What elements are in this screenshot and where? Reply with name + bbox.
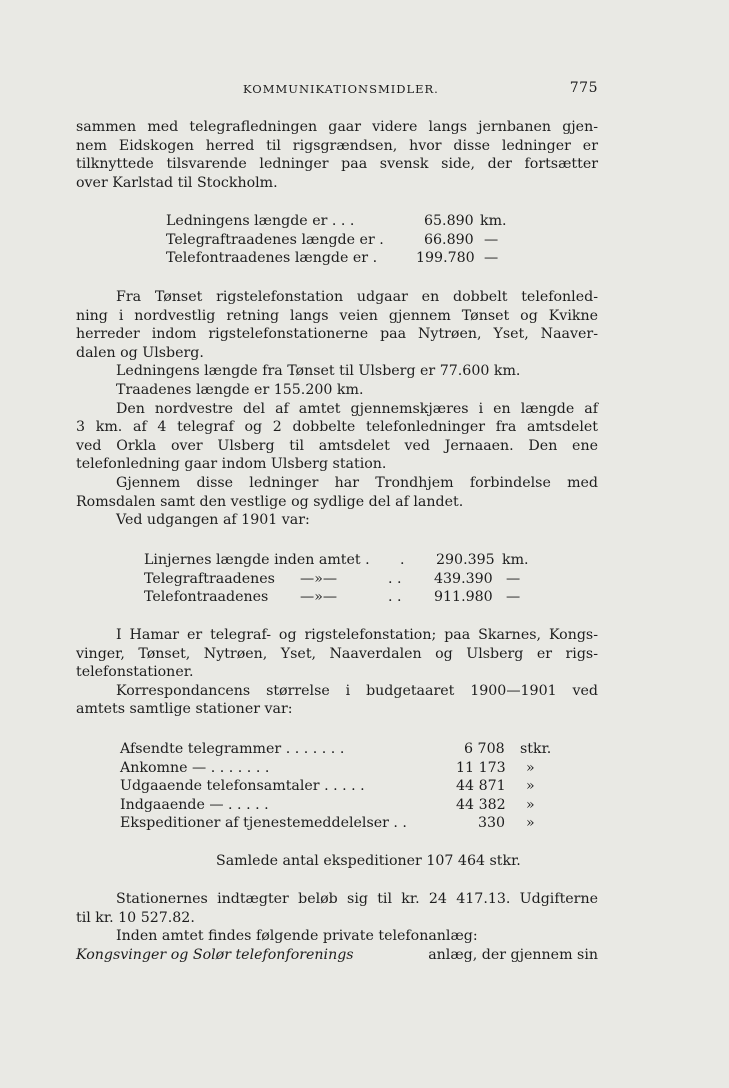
row-label: Ekspeditioner af tjenestemeddelelser . . [120,815,407,832]
text-line: Inden amtet findes følgende private telefonanlæg: [116,928,478,945]
row-unit: » [526,796,535,813]
text-line-last [76,946,598,965]
table-row [120,759,560,778]
text-line: Ved udgangen af 1901 var: [116,512,310,529]
line-length-table [166,212,526,268]
row-label: Telefontraadenes længde er . [166,250,378,267]
row-ditto: —»— [300,589,338,606]
row-value: 44 382 [456,796,506,813]
total-row [216,852,576,871]
text-line: ning i nordvestlig retning langs veien gjennem Tønset og Kvikne [76,307,598,324]
table-row [144,551,544,570]
text-line: 3 km. af 4 telegraf og 2 dobbelte telefonledninger fra amtsdelet [76,419,598,436]
row-value: 439.390 [434,570,493,587]
table-row [120,814,560,833]
paragraph-2 [76,288,598,530]
row-value: 330 [478,815,506,832]
text-line: Romsdalen samt den vestlige og sydlige del af landet. [76,493,464,510]
row-label: Ankomne — . . . . . . . [120,759,270,776]
table-row [166,231,526,250]
row-label: Udgaaende telefonsamtaler . . . . . [120,778,365,795]
row-unit: » [526,778,535,795]
text-line: vinger, Tønset, Nytrøen, Yset, Naaverdalen og Ulsberg er rigs- [76,645,598,662]
row-value: 199.780 [416,250,475,267]
row-value: 44 871 [456,778,506,795]
correspondence-table [120,740,560,833]
lines-1901-table [144,551,544,607]
text-line: over Karlstad til Stockholm. [76,174,278,191]
row-dots: . [400,552,405,568]
table-row [144,570,544,589]
row-unit: » [526,815,535,832]
table-row [120,777,560,796]
total-text: Samlede antal ekspeditioner 107 464 stkr. [216,853,521,869]
row-value: 911.980 [434,589,493,606]
row-unit: — [484,250,499,267]
text-line: tilknyttede tilsvarende ledninger paa svensk side, der fortsætter [76,156,598,173]
row-value: 290.395 [436,552,495,568]
table-row [120,796,560,815]
text-line: Stationernes indtægter beløb sig til kr. 24 417.13. Udgifterne [116,891,598,907]
row-label: Afsendte telegrammer . . . . . . . [120,741,345,757]
text-line: Korrespondancens størrelse i budgetaaret 1900—1901 ved [116,682,598,699]
text-line: Gjennem disse ledninger har Trondhjem forbindelse med [116,474,598,491]
row-ditto: —»— [300,570,338,587]
row-unit: km. [502,552,529,568]
row-dots: . . [388,570,402,587]
row-value: 6 708 [464,741,505,757]
table-row [120,740,560,759]
row-unit: — [506,589,521,606]
text-line: Traadenes længde er 155.200 km. [116,381,364,398]
text-line: til kr. 10 527.82. [76,909,195,926]
row-unit: — [484,231,499,248]
row-value: 65.890 [424,213,474,229]
text-line: sammen med telegrafledningen gaar videre langs jernbanen gjen- [76,119,598,135]
text-line: Den nordvestre del af amtet gjennemskjæres i en længde af [116,400,598,417]
row-unit: — [506,570,521,587]
text-line: herreder indom rigstelefonstationerne paa Nytrøen, Yset, Naaver- [76,326,598,343]
table-row [166,249,526,268]
header-title: KOMMUNIKATIONSMIDLER. [243,82,439,96]
row-value: 11 173 [456,759,506,776]
row-label: Linjernes længde inden amtet . [144,552,370,568]
table-row [166,212,526,231]
page-number: 775 [569,80,598,96]
text-line: telefonstationer. [76,664,194,681]
text-line: dalen og Ulsberg. [76,344,204,361]
row-label: Telegraftraadenes længde er . [166,231,384,248]
table-row [144,588,544,607]
text-line: nem Eidskogen herred til rigsgrændsen, hvor disse ledninger er [76,137,598,154]
text-line: ved Orkla over Ulsberg til amtsdelet ved Jernaaen. Den ene [76,437,598,454]
text-line: telefonledning gaar indom Ulsberg station. [76,456,387,473]
text-line: Ledningens længde fra Tønset til Ulsberg er 77.600 km. [116,363,521,380]
row-unit: km. [480,213,507,229]
paragraph-1 [76,118,598,192]
text-line: I Hamar er telegraf- og rigstelefonstation; paa Skarnes, Kongs- [116,627,598,643]
text-line: Fra Tønset rigstelefonstation udgaar en dobbelt telefonled- [116,289,598,305]
row-label: Ledningens længde er . . . [166,213,355,229]
row-label: Telegraftraadenes [144,570,275,587]
paragraph-4 [76,890,598,964]
paragraph-3 [76,626,598,719]
line-rest: anlæg, der gjennem sin [428,946,598,963]
text-line: amtets samtlige stationer var: [76,701,293,718]
row-unit: » [526,759,535,776]
row-value: 66.890 [424,231,474,248]
row-label: Indgaaende — . . . . . [120,796,269,813]
row-label: Telefontraadenes [144,589,269,606]
row-dots: . . [388,589,402,606]
row-unit: stkr. [520,741,552,757]
running-header [0,80,729,100]
italic-phrase: Kongsvinger og Solør telefonforenings [76,946,354,963]
